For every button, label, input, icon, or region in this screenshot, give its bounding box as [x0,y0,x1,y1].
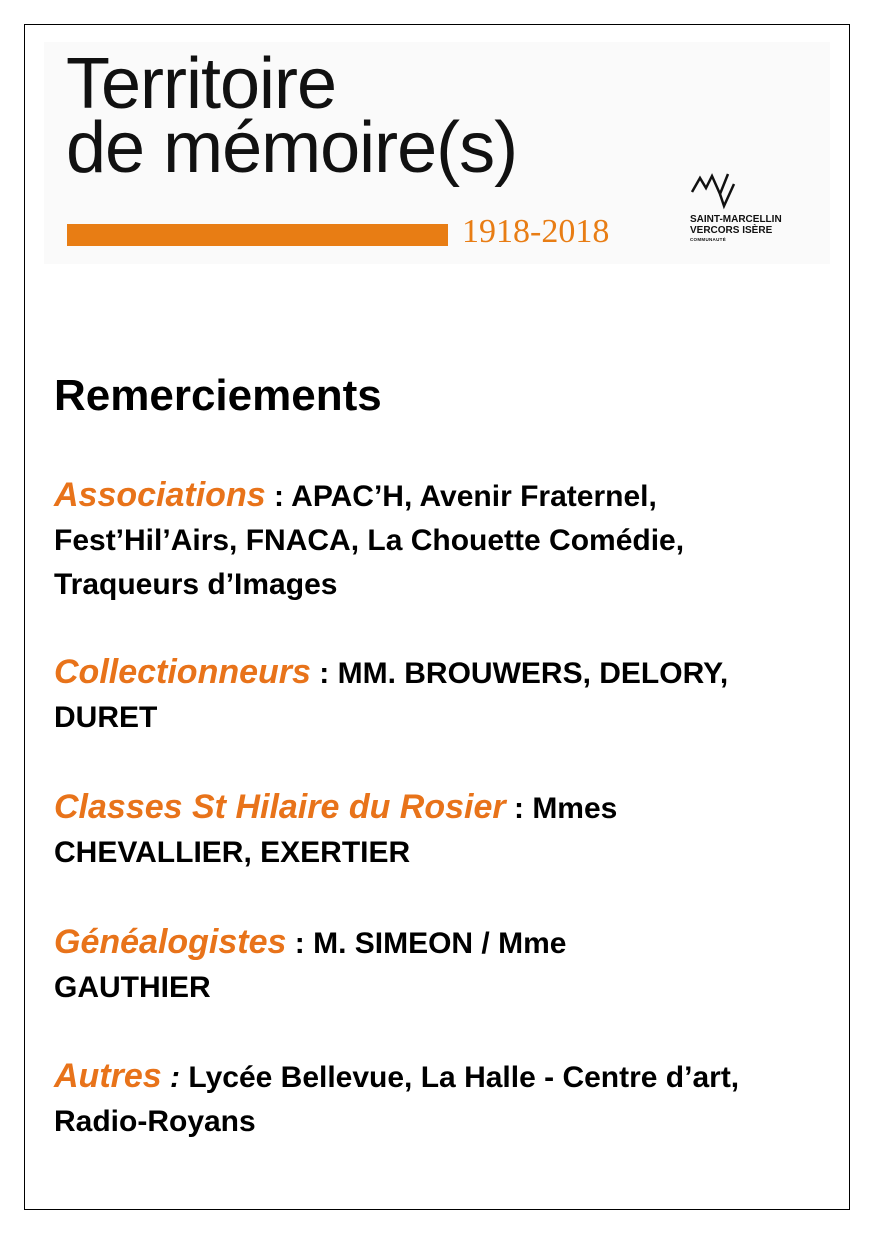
separator: : [505,792,524,825]
community-logo-line2: VERCORS ISÈRE [690,225,773,236]
section-autres [54,1054,834,1144]
section-associations [54,473,834,607]
category-label: Associations [54,476,266,514]
separator: : [310,657,338,690]
mountain-logo-icon [690,170,740,210]
event-logo-orange-bar [67,224,448,246]
section-collectionneurs [54,650,834,740]
category-label: Généalogistes [54,923,287,961]
section-genealogistes [54,920,834,1010]
category-label: Autres [54,1057,162,1095]
event-logo-title [66,44,518,188]
section-text: Lycée Bellevue, La Halle - Centre d’art, Radio-Royans [54,1061,740,1138]
community-logo [686,170,816,250]
community-logo-line3: COMMUNAUTÉ [690,237,726,242]
section-text: Mmes CHEVALLIER, EXERTIER [54,792,618,869]
event-logo-years: 1918-2018 [462,213,610,250]
category-label: Collectionneurs [54,653,311,691]
page-title: Remerciements [54,371,382,420]
section-text: MM. BROUWERS, DELORY, DURET [54,657,729,734]
separator: : [161,1061,189,1094]
section-text: M. SIMEON / Mme GAUTHIER [54,927,567,1004]
community-logo-line1: SAINT-MARCELLIN [690,214,782,225]
event-logo-title-line1: Territoire [66,44,337,124]
separator: : [286,927,314,960]
section-text: APAC’H, Avenir Fraternel, Fest’Hil’Airs, FNACA, La Chouette Comédie, Traqueurs d’Images [54,480,685,601]
event-logo-title-line2: de mémoire(s) [66,108,518,188]
category-label: Classes St Hilaire du Rosier [54,788,506,826]
separator: : [265,480,292,513]
section-classes [54,785,834,875]
